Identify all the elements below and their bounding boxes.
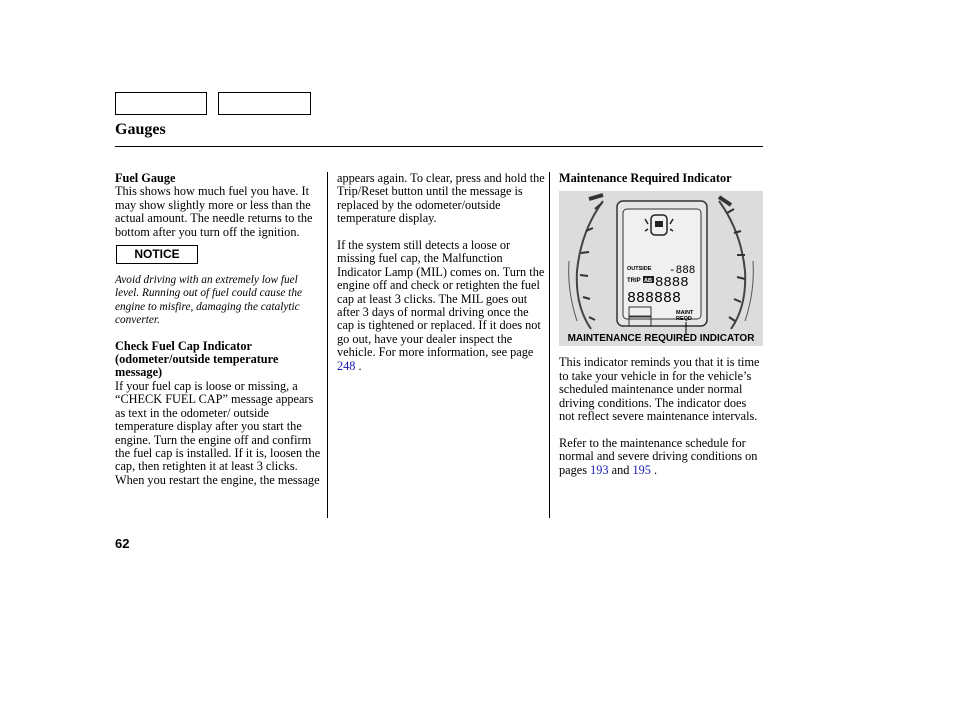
column-2 [337, 172, 547, 373]
check-fuel-cap-body-continued: appears again. To clear, press and hold the Trip/Reset button until the message is replaced by the odometer/outside temperature display. [337, 171, 545, 226]
maintenance-indicator-figure [559, 191, 763, 346]
notice-badge: NOTICE [116, 245, 198, 264]
fuel-gauge-heading: Fuel Gauge [115, 171, 176, 185]
page-title: Gauges [115, 121, 166, 138]
sentence-end: . [355, 358, 362, 373]
page-link-195[interactable]: 195 [632, 462, 651, 477]
column-3 [559, 172, 765, 477]
reqd-label: REQD [676, 316, 692, 323]
nav-button-previous[interactable] [115, 92, 207, 115]
notice-text: Avoid driving with an extremely low fuel level. Running out of fuel could cause the engine to misfire, damaging the catalytic converter. [115, 274, 302, 327]
check-fuel-cap-heading: Check Fuel Cap Indicator (odometer/outside temperature message) [115, 338, 279, 380]
column-1 [115, 172, 323, 487]
maintenance-heading: Maintenance Required Indicator [559, 171, 732, 185]
column-divider [549, 172, 550, 518]
and-word: and [611, 462, 630, 477]
check-fuel-cap-body: If your fuel cap is loose or missing, a “CHECK FUEL CAP” message appears as text in the odometer/ outside temperature display after you start the engine. Turn the engine off and confirm the fuel cap is installed. If it is, loosen the cap, then retighten it at least 3 clicks. When you restart the engine, the message [115, 378, 321, 487]
instrument-cluster-illustration [559, 191, 763, 346]
maint-label: MAINT [676, 310, 694, 317]
sentence-end: . [650, 462, 658, 477]
trip-label: TRIP [627, 278, 641, 285]
mil-paragraph [337, 239, 547, 373]
fuel-gauge-body: This shows how much fuel you have. It may show slightly more or less than the actual amount. The needle returns to the bottom after you turn off the ignition. [115, 184, 313, 239]
odometer-digits: 888888 [627, 290, 682, 308]
page-number: 62 [115, 536, 130, 551]
trip-ab-label: AB [644, 278, 652, 285]
title-divider [115, 146, 763, 147]
maintenance-body: This indicator reminds you that it is time to take your vehicle in for the vehicle’s scheduled maintenance under normal driving conditions. The indicator does not reflect severe maintenance intervals. [559, 355, 760, 424]
outside-label: OUTSIDE [627, 266, 652, 273]
small-digits: -888 [669, 265, 696, 278]
page-link-193[interactable]: 193 [590, 462, 609, 477]
schedule-text: Refer to the maintenance schedule for normal and severe driving conditions on pages [559, 435, 758, 477]
column-divider [327, 172, 328, 518]
nav-button-next[interactable] [218, 92, 311, 115]
maintenance-schedule-paragraph [559, 437, 765, 477]
page-link-248[interactable]: 248 [337, 358, 356, 373]
trip-digits: 8888 [655, 275, 689, 292]
figure-caption: MAINTENANCE REQUIRED INDICATOR [567, 333, 755, 345]
mil-text: If the system still detects a loose or missing fuel cap, the Malfunction Indicator Lamp (MIL) comes on. Turn the engine off and check or retighten the fuel cap at least 3 clicks. The MIL goes out after 3 days of normal driving once the cap is tightened or replaced. If it does not go out, have your dealer inspect the vehicle. For more information, see page [337, 238, 545, 360]
